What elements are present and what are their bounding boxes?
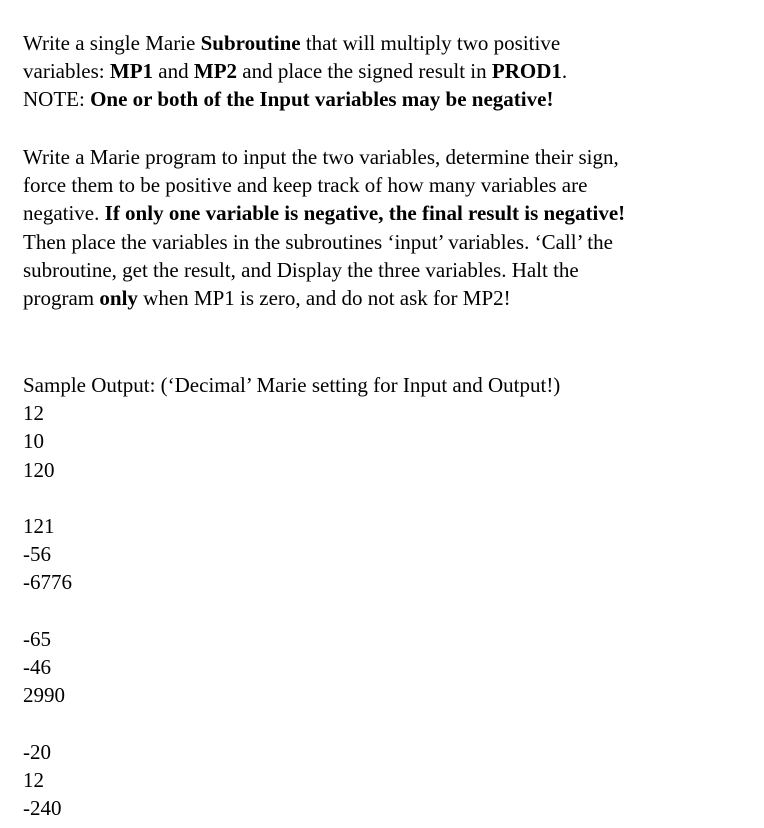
assignment-paragraph-1 bbox=[23, 29, 567, 114]
output-value: -240 bbox=[23, 796, 62, 821]
p2-line-1: Write a Marie program to input the two variables, determine their sign, bbox=[23, 145, 619, 169]
bold-text-run: MP1 bbox=[109, 59, 154, 84]
text-run: and bbox=[153, 59, 194, 84]
text-run: that will multiply two positive bbox=[300, 31, 561, 55]
output-value: 2990 bbox=[23, 683, 65, 708]
output-value: 120 bbox=[23, 457, 55, 482]
p2-line-4: Then place the variables in the subroutines ‘input’ variables. ‘Call’ the bbox=[23, 229, 613, 254]
sample-output-heading: Sample Output: (‘Decimal’ Marie setting for Input and Output!) bbox=[23, 373, 561, 397]
p2-line-2: force them to be positive and keep track of how many variables are bbox=[23, 173, 588, 198]
output-value: 121 bbox=[23, 514, 55, 539]
output-group-4 bbox=[23, 738, 560, 823]
bold-text-run: If only one variable is negative, the final result is negative! bbox=[104, 201, 626, 226]
bold-text-run: One or both of the Input variables may be negative! bbox=[90, 87, 554, 112]
blank-line bbox=[23, 597, 560, 625]
output-group-1 bbox=[23, 399, 560, 484]
output-value: -20 bbox=[23, 739, 51, 764]
p1-line-3 bbox=[23, 85, 567, 113]
output-value: -65 bbox=[23, 626, 51, 651]
p1-line-2 bbox=[23, 57, 567, 85]
bold-text-run: Subroutine bbox=[200, 31, 301, 55]
p2-line-6 bbox=[23, 284, 625, 312]
bold-text-run: MP2 bbox=[193, 59, 238, 84]
output-value: -6776 bbox=[23, 570, 72, 595]
output-group-2 bbox=[23, 512, 560, 597]
p2-line-5: subroutine, get the result, and Display the three variables. Halt the bbox=[23, 257, 579, 282]
assignment-paragraph-2 bbox=[23, 143, 625, 312]
text-run: NOTE: bbox=[23, 87, 91, 112]
text-run: when MP1 is zero, and do not ask for MP2! bbox=[137, 286, 511, 311]
output-group-3 bbox=[23, 625, 560, 710]
blank-line bbox=[23, 484, 560, 512]
bold-text-run: only bbox=[99, 286, 138, 311]
p1-line-1 bbox=[23, 29, 567, 57]
output-value: -46 bbox=[23, 655, 51, 680]
text-run: negative. bbox=[23, 201, 105, 226]
output-value: -56 bbox=[23, 542, 51, 567]
output-value: 10 bbox=[23, 429, 44, 454]
text-run: program bbox=[23, 286, 100, 311]
text-run: . bbox=[561, 59, 568, 84]
p2-line-3 bbox=[23, 199, 625, 227]
bold-text-run: PROD1 bbox=[491, 59, 562, 84]
output-value: 12 bbox=[23, 767, 44, 792]
text-run: Write a single Marie bbox=[23, 31, 201, 55]
output-value: 12 bbox=[23, 401, 44, 426]
sample-output-section bbox=[23, 371, 560, 822]
blank-line bbox=[23, 709, 560, 737]
text-run: and place the signed result in bbox=[237, 59, 492, 84]
text-run: variables: bbox=[23, 59, 110, 84]
